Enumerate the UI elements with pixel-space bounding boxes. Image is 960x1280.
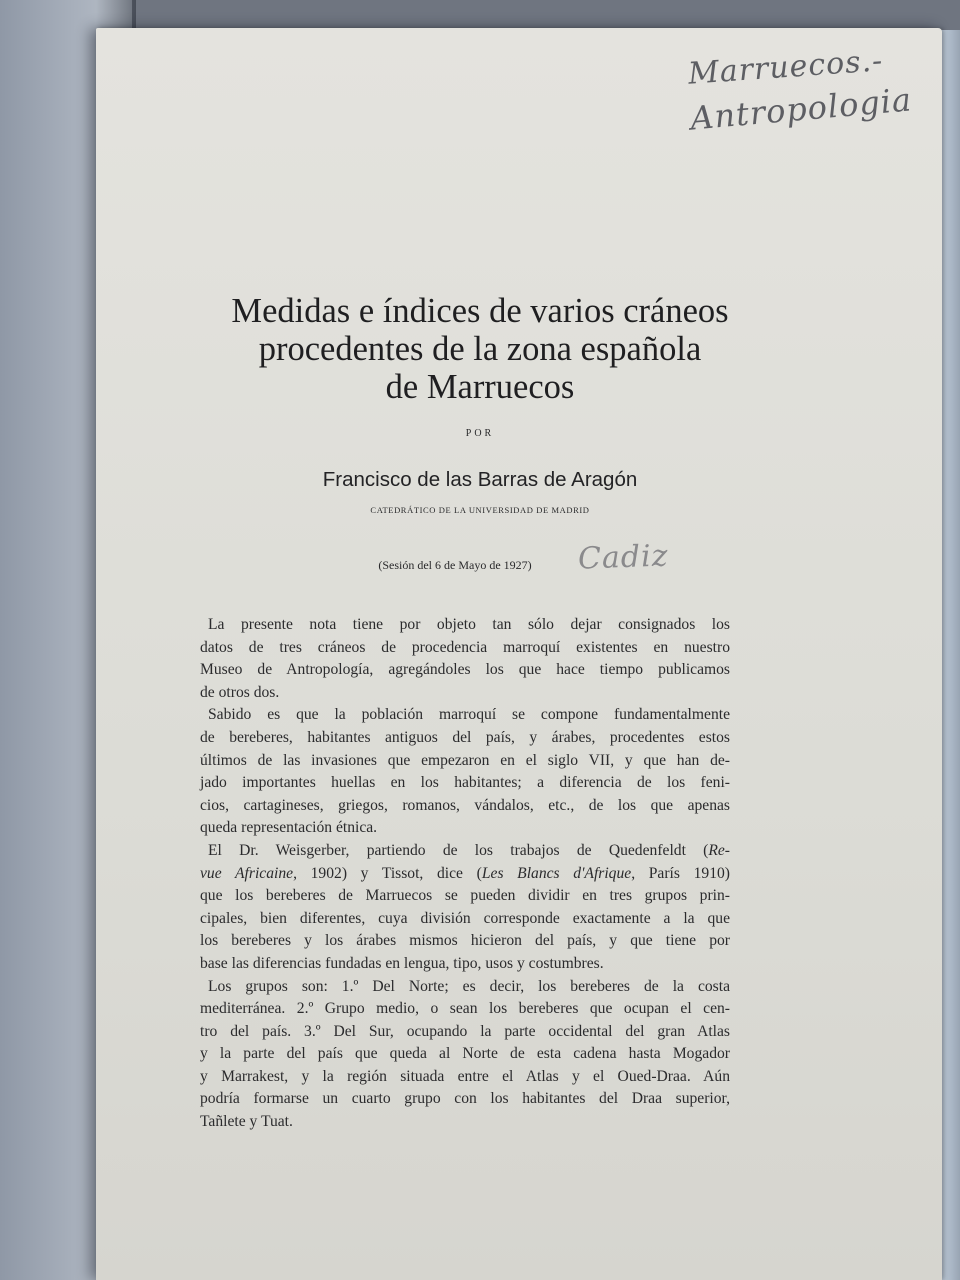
- body-line: que los bereberes de Marruecos se pueden dividir en tres grupos prin-: [200, 887, 730, 905]
- body-line: datos de tres cráneos de procedencia marroquí existentes en nuestro: [200, 638, 730, 656]
- body-line: y Marrakest, y la región situada entre el Atlas y el Oued-Draa. Aún: [200, 1067, 730, 1085]
- author-affiliation: CATEDRÁTICO DE LA UNIVERSIDAD DE MADRID: [370, 505, 590, 515]
- article-title: [120, 292, 840, 406]
- italic-text-run: vue Africaine: [200, 864, 294, 882]
- handwritten-note-subject: Marruecos.-: [687, 43, 885, 92]
- title-line-2: procedentes de la zona española: [258, 330, 702, 368]
- body-line: Tañlete y Tuat.: [200, 1113, 293, 1131]
- article-body: [200, 614, 730, 1134]
- body-line: Los grupos son: 1.º Del Norte; es decir, los bereberes de la costa: [208, 977, 730, 995]
- body-line: tro del país. 3.º Del Sur, ocupando la parte occidental del gran Atlas: [200, 1022, 730, 1040]
- handwritten-note-city: Cadiz: [577, 538, 670, 577]
- body-line: cipales, bien diferentes, cuya división corresponde exactamente a la que: [200, 909, 730, 927]
- author-name: Francisco de las Barras de Aragón: [322, 468, 638, 491]
- body-line: base las diferencias fundadas en lengua, tipo, usos y costumbres.: [200, 954, 604, 972]
- italic-text-run: Re-: [708, 841, 730, 859]
- byline: POR: [465, 428, 495, 439]
- body-line: Museo de Antropología, agregándoles los que hace tiempo publicamos: [200, 661, 730, 679]
- title-line-3: de Marruecos: [385, 368, 575, 406]
- body-line: La presente nota tiene por objeto tan sólo dejar consignados los: [208, 616, 730, 633]
- body-line: últimos de las invasiones que empezaron en el siglo VII, y que han de-: [200, 751, 730, 769]
- body-line: de otros dos.: [200, 683, 280, 701]
- body-line: mediterránea. 2.º Grupo medio, o sean los bereberes que ocupan el cen-: [200, 1000, 730, 1018]
- body-line-with-italic: [200, 863, 730, 886]
- body-line: jado importantes huellas en los habitantes; a diferencia de los feni-: [200, 774, 730, 792]
- body-text-run: El Dr. Weisgerber, partiendo de los trabajos de Quedenfeldt (: [208, 841, 709, 859]
- body-line: los bereberes y los árabes mismos hicieron del país, y que tiene por: [200, 932, 730, 950]
- body-line: de bereberes, habitantes antiguos del país, y árabes, procedentes estos: [200, 728, 730, 746]
- italic-text-run: Les Blancs d'Afrique: [481, 864, 632, 882]
- handwritten-note-topic: Antropologia: [688, 80, 914, 138]
- body-line-with-italic: [200, 840, 730, 863]
- body-line: cios, cartagineses, griegos, romanos, vándalos, etc., de los que apenas: [200, 796, 730, 814]
- body-line: podría formarse un cuarto grupo con los habitantes del Draa superior,: [200, 1090, 730, 1108]
- body-text-run: , 1902) y Tissot, dice (: [293, 864, 482, 882]
- session-date: (Sesión del 6 de Mayo de 1927): [378, 558, 532, 572]
- body-text-run: , París 1910): [631, 864, 730, 882]
- body-line: y la parte del país que queda al Norte de esta cadena hasta Mogador: [200, 1045, 730, 1063]
- title-line-1: Medidas e índices de varios cráneos: [231, 292, 729, 330]
- body-line: Sabido es que la población marroquí se compone fundamentalmente: [208, 706, 730, 724]
- body-line: queda representación étnica.: [200, 819, 378, 837]
